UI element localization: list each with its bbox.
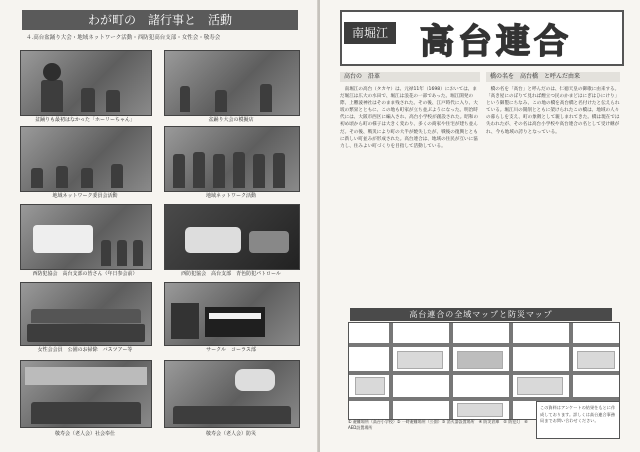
caption-9: 敬寿会（老人会）社会奉仕 [54,431,115,437]
history-text: 南堀江の高台（タカヤ）は、元禄11年（1698）においては、まだ堀江は広大の水田で、堀江は浪花の一部であった。堀江開発の際、上難波神社はそのまま残された。その後、江戸時代に入り、大坂の繁栄とともに、この地も町家が立ち並ぶようになった。明治時代には、大阪市西区に編入され、高台小学校が創設された。昭和の初め頃から町の様子は大きく変わり、多くの商家や住宅が建ち並んだ。その後、戦災により町の大半が焼失したが、戦後の復興とともに新しい町並みが形成された。高台連合は、地域の住民が互いに協力し、住みよい町づくりを目指して活動している。 [340,87,479,149]
history-heading: 高台の 沿革 [340,72,480,82]
photo-seniors-disaster-drill [164,360,300,428]
left-header: わが町の 諸行事と 活動 [22,10,298,30]
caption-5: 西防犯協会 高台支部の皆さん（年日参会前） [32,271,138,277]
photo-crime-prevention-group [20,204,152,270]
left-subheader: ４.高台盆踊り大会・地域ネットワーク活動・西防犯高台支部・女性会・敬寿会 [26,35,221,41]
caption-2: 盆踊り大会の模擬店 [208,117,254,123]
photo-womens-group [20,282,152,346]
caption-4: 地域ネットワーク活動 [205,193,256,199]
left-page [0,0,318,452]
photo-network-activity [164,126,300,192]
bridge-text: 橋の名を「高台」と呼んだのは、仁徳天皇の御歌に由来する。「高き屋にのぼりて見れば煙立つ民のかまどはにぎはひにけり」という御製にちなみ、この地の橋を高台橋と名付けたと伝えられている。堀江川の開削とともに架けられたこの橋は、地域の人々の暮らしを支え、町の象徴として親しまれてきた。橋は現在では失われたが、その名は高台小学校や高台連合の名として受け継がれ、今も地域の誇りとなっている。 [486,87,620,135]
notice-box: この資料はアンケートの結果をもとに作成しております。詳しくは高台連合事務局までお問い合わせください。 [536,401,620,439]
photo-blue-patrol [164,204,300,270]
caption-6: 西防犯協会 高台支部 青色防犯パトロール [181,271,281,277]
photo-network-committee [20,126,152,192]
photo-bon-odori-stall [164,50,300,116]
caption-7: 女性会会員 公園のお掃除 バスツアー等 [37,347,133,353]
caption-1: 盆踊りも最初はなかった「ホーリーちゃん」 [34,117,135,123]
photo-seniors-service [20,360,152,428]
caption-3: 地域ネットワーク委員会活動 [52,193,118,199]
photo-bon-odori-mascot [20,50,152,116]
photo-chorus-circle [164,282,300,346]
page-title: 高台連合 [420,22,572,62]
title-prefix: 南堀江 [344,22,396,44]
caption-8: サークル コーラス部 [206,347,256,353]
caption-10: 敬寿会（老人会）防災 [205,431,256,437]
map-title: 高台連合の全域マップと防災マップ [350,308,612,321]
right-page [320,0,640,452]
bridge-heading: 橋の名を 高台橋 と呼んだ由来 [486,72,620,82]
map-legend: ① 避難場所（高台小学校）② 一時避難場所（公園）③ 消火器設置場所 ④ 防災倉庫 ⑤ 防犯灯 ⑥ AED設置場所 [348,419,528,430]
